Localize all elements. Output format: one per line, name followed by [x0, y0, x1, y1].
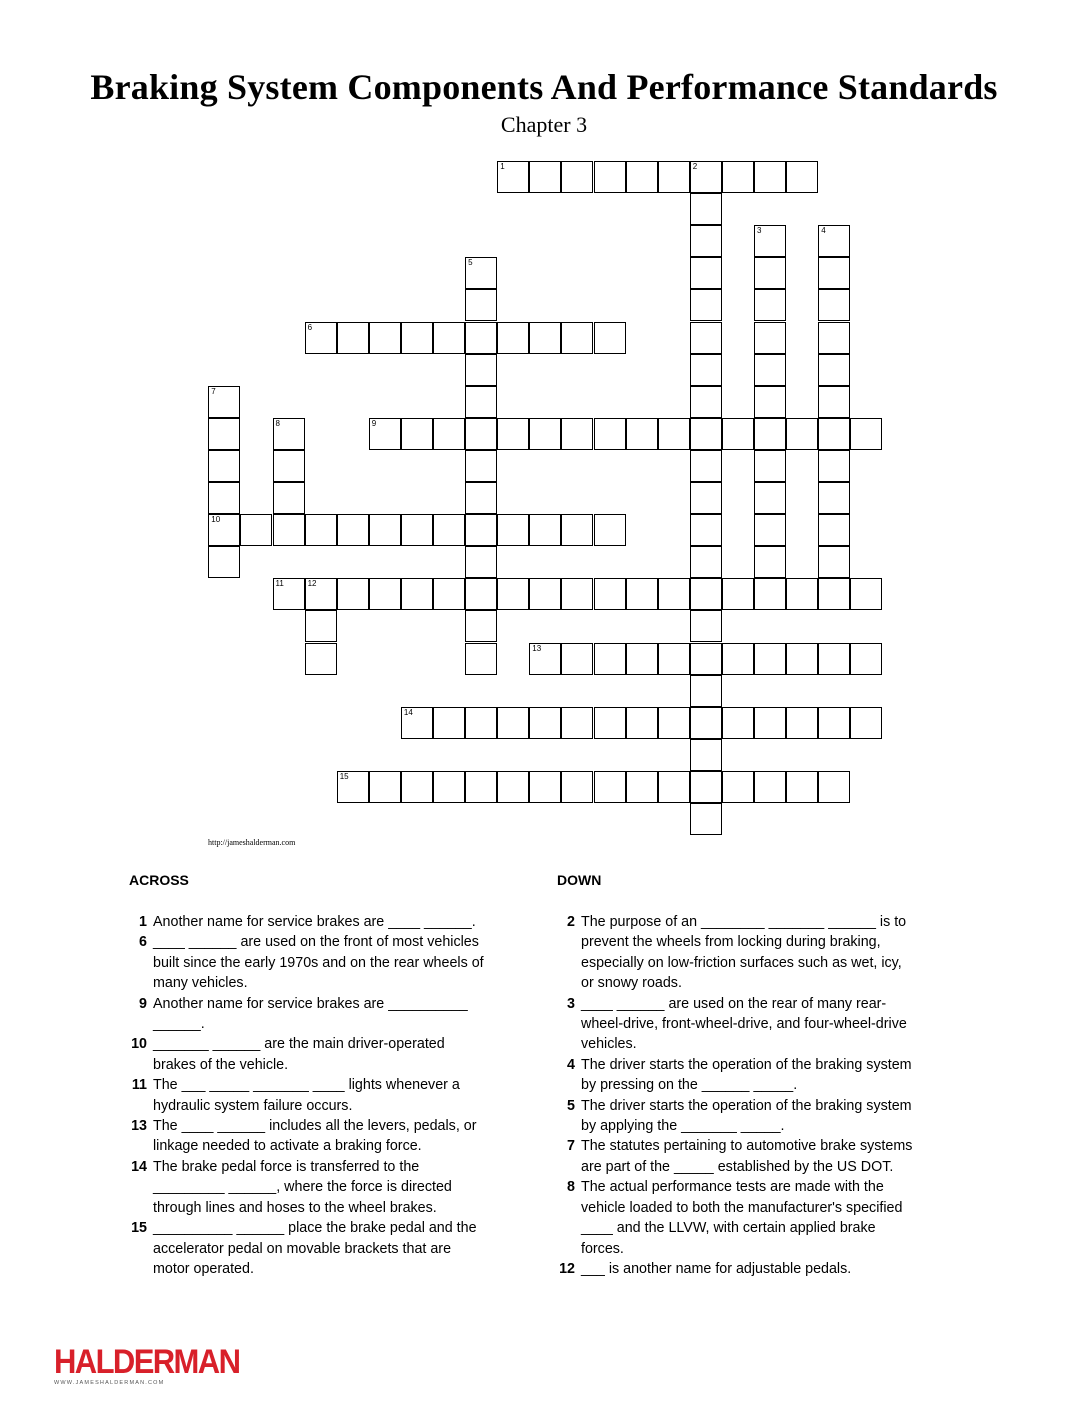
grid-cell[interactable] [465, 546, 497, 578]
grid-cell[interactable] [754, 578, 786, 610]
grid-cell[interactable] [754, 289, 786, 321]
across-clue [129, 1034, 529, 1075]
clue-number: 4 [567, 1056, 575, 1073]
clue-text-line: prevent the wheels from locking during braking, [581, 934, 881, 951]
grid-cell[interactable] [208, 482, 240, 514]
grid-cell[interactable] [529, 418, 561, 450]
grid-cell[interactable] [658, 771, 690, 803]
grid-cell[interactable] [690, 578, 722, 610]
cell-number: 11 [275, 579, 284, 589]
clue-number: 3 [567, 995, 575, 1012]
grid-cell[interactable] [305, 610, 337, 642]
grid-cell[interactable] [690, 354, 722, 386]
grid-cell[interactable] [433, 578, 465, 610]
grid-cell[interactable] [273, 514, 305, 546]
grid-cell[interactable] [401, 322, 433, 354]
grid-cell[interactable] [754, 161, 786, 193]
cell-number: 1 [500, 162, 505, 171]
clue-number: 7 [567, 1138, 575, 1155]
grid-cell[interactable] [786, 643, 818, 675]
grid-cell[interactable] [273, 482, 305, 514]
grid-cell[interactable] [529, 161, 561, 193]
grid-cell[interactable] [722, 707, 754, 739]
clue-number: 6 [139, 934, 147, 951]
grid-cell[interactable] [850, 418, 882, 450]
logo-url: WWW.JAMESHALDERMAN.COM [54, 1380, 165, 1386]
grid-cell[interactable] [305, 643, 337, 675]
grid-cell[interactable] [722, 578, 754, 610]
grid-cell[interactable] [754, 354, 786, 386]
cell-number: 8 [275, 418, 280, 428]
grid-cell[interactable] [818, 546, 850, 578]
grid-cell[interactable] [529, 643, 561, 675]
grid-cell[interactable] [754, 771, 786, 803]
down-heading: DOWN [557, 872, 602, 888]
grid-cell[interactable] [561, 643, 593, 675]
clue-text-line: Another name for service brakes are __________ [153, 995, 468, 1012]
grid-cell[interactable] [433, 707, 465, 739]
cell-number: 14 [403, 707, 413, 717]
grid-cell[interactable] [754, 257, 786, 289]
grid-cell[interactable] [401, 418, 433, 450]
grid-cell[interactable] [690, 610, 722, 642]
cell-number: 5 [468, 258, 473, 268]
grid-cell[interactable] [305, 514, 337, 546]
grid-cell[interactable] [497, 707, 529, 739]
grid-cell[interactable] [754, 482, 786, 514]
clue-number: 2 [567, 914, 575, 930]
grid-cell[interactable] [497, 771, 529, 803]
grid-cell[interactable] [690, 225, 722, 257]
down-clue [557, 1096, 967, 1137]
page-subtitle: Chapter 3 [500, 112, 588, 137]
grid-cell[interactable] [786, 707, 818, 739]
cell-number: 9 [371, 418, 377, 428]
across-clue [129, 1157, 529, 1218]
clue-text-line: The actual performance tests are made with the [581, 1179, 884, 1196]
clue-number: 14 [131, 1158, 147, 1175]
grid-cell[interactable] [594, 418, 626, 450]
grid-cell[interactable] [786, 161, 818, 193]
grid-cell[interactable] [818, 482, 850, 514]
grid-cell[interactable] [850, 578, 882, 610]
clue-text-line: hydraulic system failure occurs. [153, 1097, 353, 1114]
grid-cell[interactable] [497, 161, 529, 193]
grid-cell[interactable] [208, 386, 240, 418]
cell-number: 12 [307, 579, 317, 589]
grid-cell[interactable] [850, 707, 882, 739]
clue-number: 1 [139, 914, 147, 930]
across-clue [129, 932, 529, 993]
grid-cell[interactable] [658, 643, 690, 675]
grid-cell[interactable] [369, 578, 401, 610]
grid-cell[interactable] [818, 643, 850, 675]
grid-cell[interactable] [305, 322, 337, 354]
grid-cell[interactable] [818, 418, 850, 450]
grid-cell[interactable] [754, 322, 786, 354]
down-clue [557, 1259, 967, 1279]
grid-cell[interactable] [465, 643, 497, 675]
clue-text-line: _________ ______, where the force is directed [153, 1179, 452, 1196]
logo-word: HALDERMAN [54, 1341, 240, 1381]
clue-text-line: The ___ _____ _______ ____ lights whenever a [153, 1077, 460, 1094]
clue-text-line: by applying the _______ _____. [581, 1118, 785, 1135]
grid-cell[interactable] [594, 578, 626, 610]
clue-number: 12 [559, 1260, 575, 1277]
grid-cell[interactable] [626, 161, 658, 193]
across-clue [129, 994, 529, 1035]
clue-text-line: accelerator pedal on movable brackets that are [153, 1240, 452, 1257]
grid-cell[interactable] [722, 161, 754, 193]
grid-cell[interactable] [273, 418, 305, 450]
clue-text-line: or snowy roads. [581, 975, 682, 992]
clue-text-line: built since the early 1970s and on the rear wheels of [153, 954, 484, 971]
down-clue [557, 912, 967, 994]
cell-number: 13 [532, 643, 542, 653]
grid-cell[interactable] [594, 514, 626, 546]
grid-cell[interactable] [561, 322, 593, 354]
clue-text-line: The driver starts the operation of the braking system [581, 1097, 912, 1114]
grid-cell[interactable] [658, 418, 690, 450]
clue-text-line: ______. [153, 1016, 205, 1033]
grid-cell[interactable] [626, 771, 658, 803]
clue-text-line: Another name for service brakes are ____ ______. [153, 914, 476, 930]
grid-cell[interactable] [240, 514, 272, 546]
grid-cell[interactable] [818, 578, 850, 610]
clue-text-line: ____ and the LLVW, with certain applied brake [581, 1220, 876, 1237]
clue-text-line: __________ ______ place the brake pedal and the [153, 1220, 477, 1237]
grid-cell[interactable] [208, 418, 240, 450]
cell-number: 2 [692, 162, 698, 171]
grid-cell[interactable] [208, 546, 240, 578]
grid-cell[interactable] [722, 643, 754, 675]
grid-cell[interactable] [465, 354, 497, 386]
grid-cell[interactable] [690, 675, 722, 707]
across-clues [129, 912, 529, 1279]
grid-cell[interactable] [561, 707, 593, 739]
grid-cell[interactable] [594, 643, 626, 675]
clue-number: 15 [131, 1220, 147, 1237]
grid-cell[interactable] [337, 514, 369, 546]
clue-text-line: by pressing on the ______ _____. [581, 1077, 798, 1094]
grid-cell[interactable] [690, 546, 722, 578]
grid-cell[interactable] [690, 643, 722, 675]
grid-cell[interactable] [818, 450, 850, 482]
cell-number: 4 [821, 226, 826, 236]
clue-text-line: through lines and hoses to the wheel brakes. [153, 1199, 437, 1216]
grid-cell[interactable] [208, 514, 240, 546]
grid-cell[interactable] [818, 514, 850, 546]
clue-number: 10 [131, 1036, 147, 1053]
grid-cell[interactable] [465, 610, 497, 642]
cell-number: 7 [211, 386, 216, 396]
grid-cell[interactable] [722, 771, 754, 803]
clue-text-line: linkage needed to activate a braking force. [153, 1138, 422, 1155]
grid-cell[interactable] [369, 514, 401, 546]
grid-cell[interactable] [561, 161, 593, 193]
grid-cell[interactable] [690, 386, 722, 418]
grid-cell[interactable] [690, 289, 722, 321]
grid-cell[interactable] [754, 707, 786, 739]
across-clue [129, 1075, 529, 1116]
clue-text-line: ___ is another name for adjustable pedals. [581, 1260, 852, 1277]
grid-cell[interactable] [561, 418, 593, 450]
across-clue [129, 912, 529, 932]
grid-cell[interactable] [433, 771, 465, 803]
clue-text-line: _______ ______ are the main driver-operated [153, 1036, 445, 1053]
grid-cell[interactable] [690, 739, 722, 771]
grid-cell[interactable] [818, 386, 850, 418]
clue-number: 9 [139, 995, 147, 1012]
clue-text-line: The purpose of an ________ _______ ______ is to [581, 914, 907, 930]
grid-cell[interactable] [786, 578, 818, 610]
grid-cell[interactable] [690, 418, 722, 450]
grid-cell[interactable] [465, 257, 497, 289]
grid-cell[interactable] [754, 225, 786, 257]
grid-cell[interactable] [497, 578, 529, 610]
clue-text-line: The statutes pertaining to automotive brake systems [581, 1138, 913, 1155]
grid-cell[interactable] [690, 707, 722, 739]
grid-cell[interactable] [690, 482, 722, 514]
source-url: http://jameshalderman.com [208, 838, 296, 847]
across-clue [129, 1116, 529, 1157]
clue-text-line: motor operated. [153, 1260, 254, 1277]
grid-cell[interactable] [465, 418, 497, 450]
clue-number: 8 [567, 1179, 575, 1196]
clue-number: 5 [567, 1097, 575, 1114]
grid-cell[interactable] [401, 707, 433, 739]
grid-cell[interactable] [818, 707, 850, 739]
halderman-logo [54, 1341, 240, 1386]
grid-cell[interactable] [433, 418, 465, 450]
down-clues [557, 912, 967, 1279]
grid-cell[interactable] [818, 225, 850, 257]
across-clue [129, 1218, 529, 1279]
clue-text-line: ____ ______ are used on the rear of many rear- [581, 995, 887, 1012]
grid-cell[interactable] [337, 322, 369, 354]
grid-cell[interactable] [465, 322, 497, 354]
grid-cell[interactable] [529, 771, 561, 803]
grid-cell[interactable] [754, 514, 786, 546]
grid-cell[interactable] [658, 161, 690, 193]
grid-cell[interactable] [786, 771, 818, 803]
grid-cell[interactable] [465, 386, 497, 418]
grid-cell[interactable] [369, 322, 401, 354]
grid-cell[interactable] [594, 707, 626, 739]
grid-cell[interactable] [690, 514, 722, 546]
cell-number: 6 [307, 322, 313, 332]
clue-text-line: The brake pedal force is transferred to the [153, 1158, 420, 1175]
clue-text-line: wheel-drive, front-wheel-drive, and four-wheel-drive [581, 1016, 907, 1033]
grid-cell[interactable] [722, 418, 754, 450]
grid-cell[interactable] [465, 578, 497, 610]
grid-cell[interactable] [497, 418, 529, 450]
grid-cell[interactable] [754, 450, 786, 482]
grid-cell[interactable] [529, 514, 561, 546]
grid-cell[interactable] [690, 803, 722, 835]
grid-cell[interactable] [818, 771, 850, 803]
grid-cell[interactable] [594, 322, 626, 354]
grid-cell[interactable] [754, 418, 786, 450]
grid-cell[interactable] [337, 578, 369, 610]
grid-cell[interactable] [561, 578, 593, 610]
grid-cell[interactable] [401, 514, 433, 546]
grid-cell[interactable] [465, 707, 497, 739]
grid-cell[interactable] [401, 578, 433, 610]
grid-cell[interactable] [786, 418, 818, 450]
clue-text-line: vehicle loaded to both the manufacturer's specified [581, 1199, 903, 1216]
grid-cell[interactable] [497, 322, 529, 354]
grid-cell[interactable] [818, 289, 850, 321]
grid-cell[interactable] [561, 771, 593, 803]
clue-text-line: The ____ ______ includes all the levers, pedals, or [153, 1118, 477, 1135]
grid-cell[interactable] [754, 643, 786, 675]
grid-cell[interactable] [561, 514, 593, 546]
grid-cell[interactable] [594, 771, 626, 803]
grid-cell[interactable] [465, 482, 497, 514]
grid-cell[interactable] [690, 257, 722, 289]
clue-text-line: brakes of the vehicle. [153, 1056, 289, 1073]
grid-cell[interactable] [626, 578, 658, 610]
clue-text-line: are part of the _____ established by the US DOT. [581, 1158, 894, 1175]
grid-cell[interactable] [273, 450, 305, 482]
grid-cell[interactable] [658, 707, 690, 739]
clue-text-line: many vehicles. [153, 975, 248, 992]
grid-cell[interactable] [818, 354, 850, 386]
down-clue [557, 1136, 967, 1177]
grid-cell[interactable] [754, 386, 786, 418]
clue-text-line: vehicles. [581, 1036, 637, 1053]
across-heading: ACROSS [129, 872, 189, 888]
grid-cell[interactable] [208, 450, 240, 482]
down-clue [557, 1055, 967, 1096]
grid-cell[interactable] [690, 322, 722, 354]
grid-cell[interactable] [818, 322, 850, 354]
grid-cell[interactable] [626, 643, 658, 675]
grid-cell[interactable] [594, 161, 626, 193]
clue-text-line: ____ ______ are used on the front of most vehicles [153, 934, 479, 951]
grid-cell[interactable] [626, 707, 658, 739]
grid-cell[interactable] [273, 578, 305, 610]
grid-cell[interactable] [465, 514, 497, 546]
grid-cell[interactable] [690, 771, 722, 803]
grid-cell[interactable] [369, 418, 401, 450]
grid-cell[interactable] [690, 193, 722, 225]
clue-number: 11 [131, 1077, 147, 1094]
grid-cell[interactable] [658, 578, 690, 610]
grid-cell[interactable] [690, 450, 722, 482]
grid-cell[interactable] [465, 771, 497, 803]
grid-cell[interactable] [626, 418, 658, 450]
cell-number: 3 [757, 226, 762, 236]
grid-cell[interactable] [850, 643, 882, 675]
grid-cell[interactable] [497, 514, 529, 546]
cell-number: 10 [211, 515, 221, 525]
clue-text-line: The driver starts the operation of the braking system [581, 1056, 912, 1073]
grid-cell[interactable] [337, 771, 369, 803]
page-title: Braking System Components And Performance Standards [90, 67, 998, 107]
cell-number: 15 [339, 771, 349, 781]
grid-cell[interactable] [529, 707, 561, 739]
grid-cell[interactable] [401, 771, 433, 803]
grid-cell[interactable] [529, 322, 561, 354]
grid-cell[interactable] [690, 161, 722, 193]
grid-cell[interactable] [433, 322, 465, 354]
grid-cell[interactable] [465, 289, 497, 321]
grid-cell[interactable] [465, 450, 497, 482]
clue-text-line: forces. [581, 1240, 624, 1257]
grid-cell[interactable] [529, 578, 561, 610]
grid-cell[interactable] [754, 546, 786, 578]
grid-cell[interactable] [818, 257, 850, 289]
clue-number: 13 [131, 1118, 147, 1135]
down-clue [557, 1177, 967, 1259]
grid-cell[interactable] [433, 514, 465, 546]
down-clue [557, 994, 967, 1055]
grid-cell[interactable] [305, 578, 337, 610]
grid-cell[interactable] [369, 771, 401, 803]
clue-text-line: especially on low-friction surfaces such as wet, icy, [581, 954, 902, 971]
